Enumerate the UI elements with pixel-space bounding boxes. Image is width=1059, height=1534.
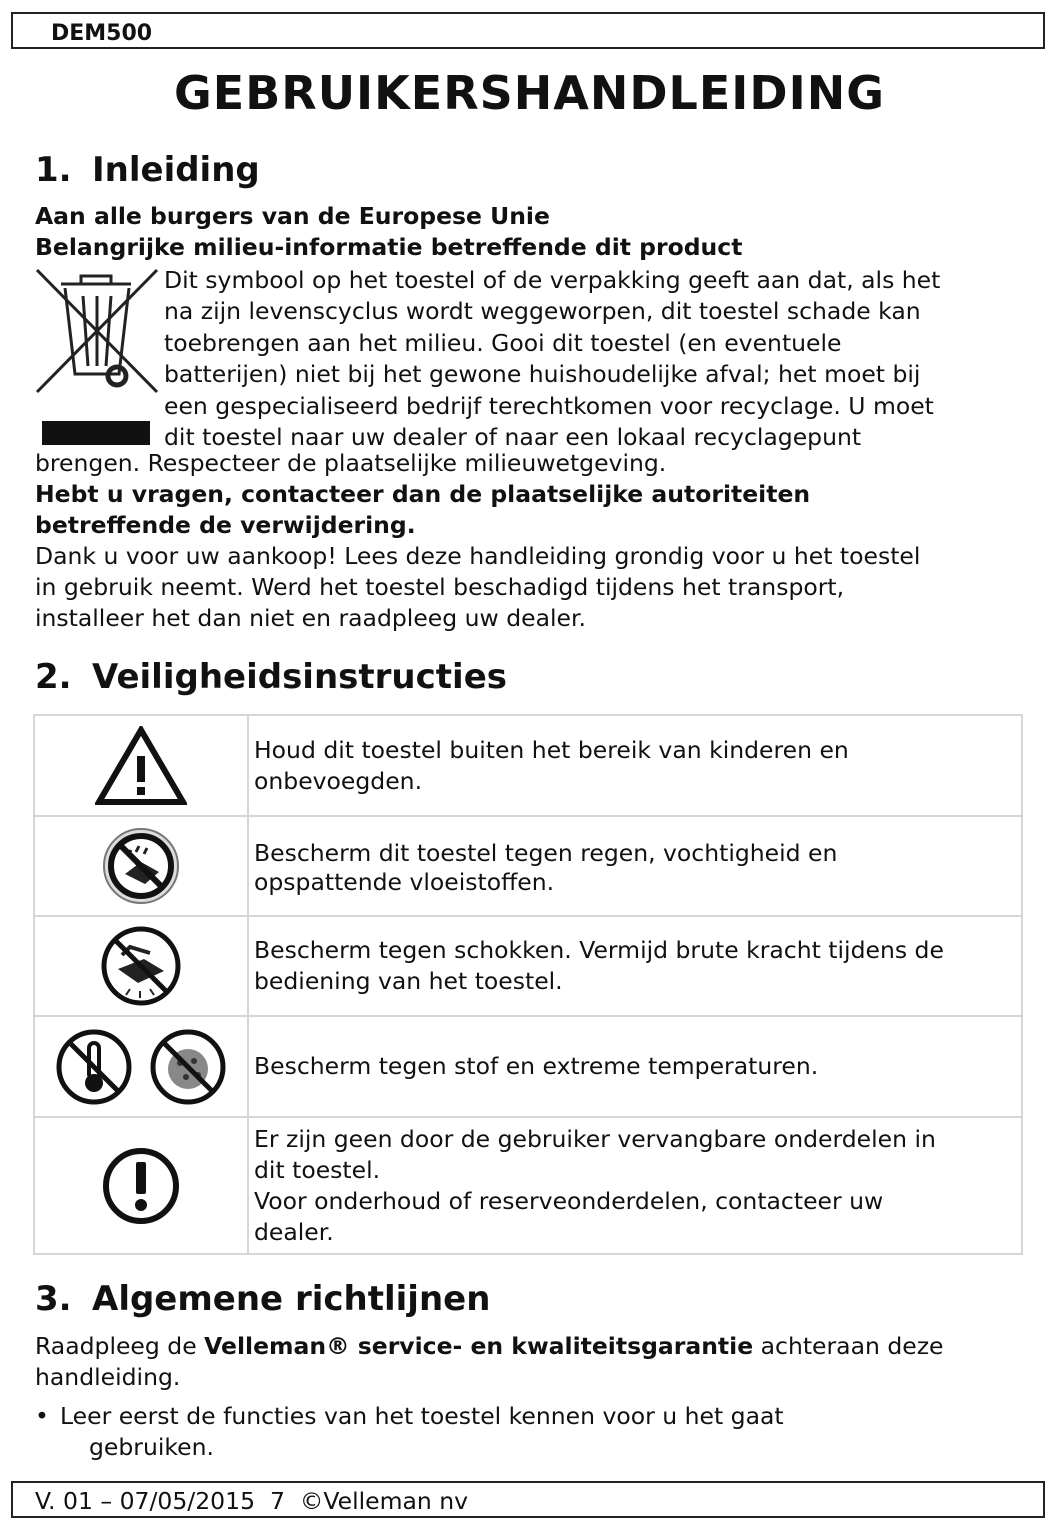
no-dust-icon <box>148 1027 228 1107</box>
section-1-heading: 1. Inleiding <box>35 150 260 190</box>
exclamation-circle-icon <box>101 1146 181 1226</box>
no-rain-icon <box>101 826 181 906</box>
environment-info-line: Belangrijke milieu-informatie betreffende dit product <box>35 233 743 261</box>
eu-citizens-line: Aan alle burgers van de Europese Unie <box>35 202 550 230</box>
safety-row: Bescherm tegen stof en extreme temperaturen. <box>34 1016 1022 1117</box>
bullet-item-continuation: gebruiken. <box>89 1433 214 1461</box>
page-title: GEBRUIKERSHANDLEIDING <box>174 66 885 120</box>
bullet-dot-icon: • <box>35 1402 49 1430</box>
safety-row: Er zijn geen door de gebruiker vervangbare onderdelen in dit toestel. Voor onderhoud of reserveonderdelen, contacteer uw dealer. <box>34 1117 1022 1254</box>
safety-table <box>33 714 1023 1255</box>
warning-triangle-icon <box>95 726 187 806</box>
weee-bin-icon <box>33 266 163 448</box>
page-header <box>11 12 1045 49</box>
weee-paragraph: Dit symbool op het toestel of de verpakking geeft aan dat, als het na zijn levenscyclus wordt weggeworpen, dit toestel schade kan toebrengen aan het milieu. Gooi dit toestel (en eventuele batterijen) niet bij het gewone huishoudelijke afval; het moet bij een gespecialiseerd bedrijf terechtkomen voor recyclage. U moet dit toestel naar uw dealer of naar een lokaal recyclagepunt <box>164 266 941 452</box>
questions-line-2: betreffende de verwijdering. <box>35 511 416 539</box>
safety-row: Bescherm dit toestel tegen regen, vochtigheid en opspattende vloeistoffen. <box>34 816 1022 916</box>
section-3-heading: 3. Algemene richtlijnen <box>35 1279 491 1319</box>
thanks-paragraph: Dank u voor uw aankoop! Lees deze handleiding grondig voor u het toestel in gebruik neemt. Werd het toestel beschadigd tijdens het transport, installeer het dan niet en raadpleeg uw dealer. <box>35 542 921 632</box>
guarantee-line-2: handleiding. <box>35 1363 181 1391</box>
page-footer <box>11 1481 1045 1518</box>
weee-tail-line: brengen. Respecteer de plaatselijke milieuwetgeving. <box>35 449 667 477</box>
section-2-heading: 2. Veiligheidsinstructies <box>35 657 507 697</box>
guarantee-line: Raadpleeg de Velleman® service- en kwaliteitsgarantie achteraan deze <box>35 1332 944 1360</box>
no-shock-icon <box>100 925 182 1007</box>
no-temperature-icon <box>54 1027 134 1107</box>
footer-text: V. 01 – 07/05/2015 7 ©Velleman nv <box>35 1487 469 1515</box>
safety-row: Houd dit toestel buiten het bereik van kinderen en onbevoegden. <box>34 715 1022 816</box>
safety-row: Bescherm tegen schokken. Vermijd brute kracht tijdens de bediening van het toestel. <box>34 916 1022 1016</box>
questions-line-1: Hebt u vragen, contacteer dan de plaatselijke autoriteiten <box>35 480 811 508</box>
bullet-item: • Leer eerst de functies van het toestel kennen voor u het gaat <box>35 1402 784 1430</box>
model-name: DEM500 <box>51 21 153 46</box>
